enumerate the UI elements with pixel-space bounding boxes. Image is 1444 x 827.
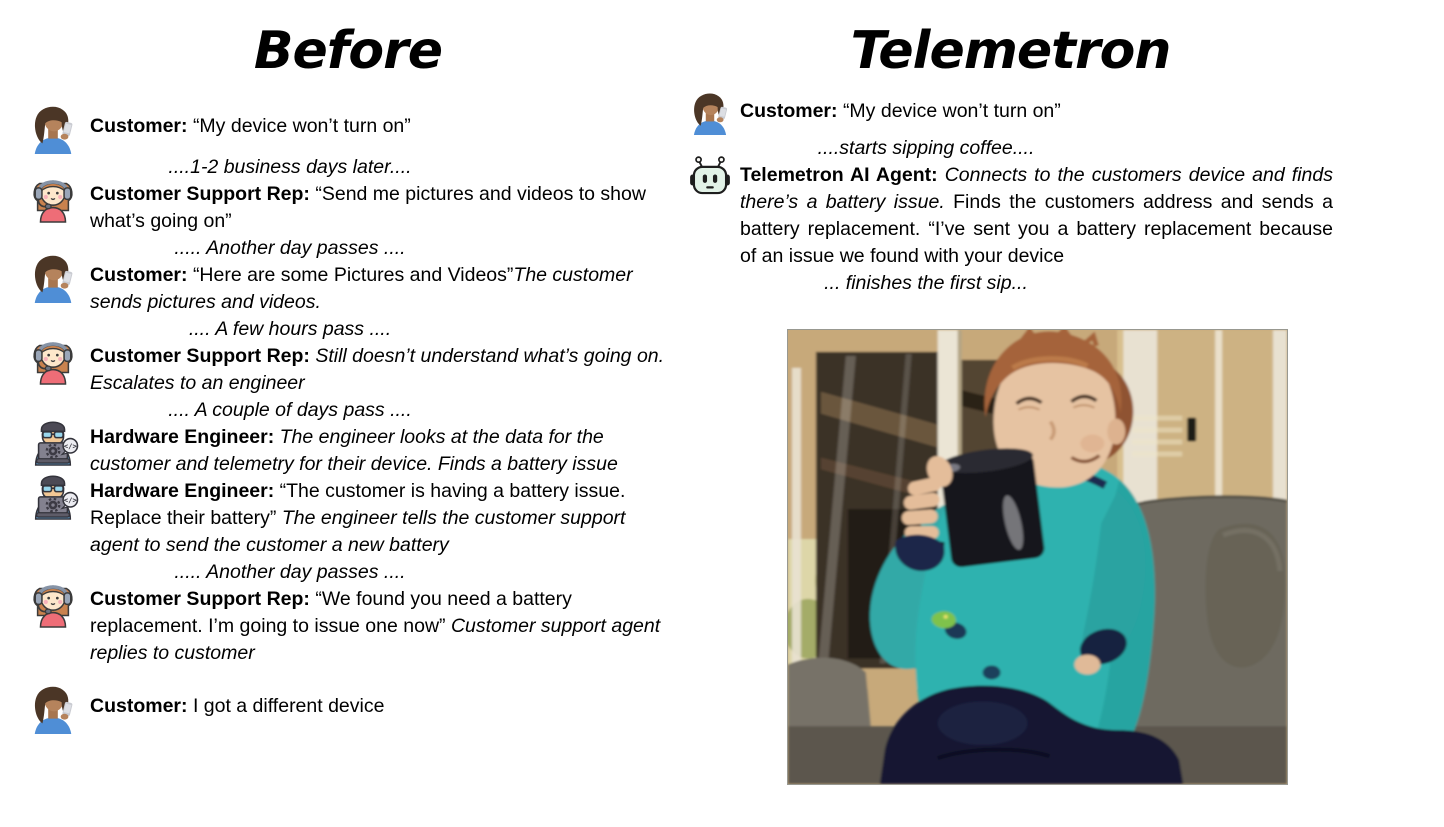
conversation-entry — [28, 586, 668, 667]
speaker-label: Customer Support Rep: — [90, 182, 316, 205]
engineer-at-laptop-icon — [28, 469, 78, 519]
coffee-sip-illustration — [788, 330, 1287, 784]
customer-support-rep-headset-icon — [28, 181, 90, 222]
narration-text: Customer support agent replies to customer — [90, 614, 661, 664]
time-interlude — [688, 270, 1333, 297]
dialogue-text: I got a different device — [192, 694, 385, 717]
time-interlude-text: ..... Another day passes .... — [174, 560, 406, 583]
dialogue-text: “My device won’t turn on” — [192, 114, 411, 137]
woman-customer-with-phone-icon — [28, 262, 90, 303]
telemetron-conversation — [688, 98, 1333, 297]
time-interlude — [28, 559, 668, 586]
conversation-entry — [28, 181, 668, 235]
entry-text — [90, 181, 668, 235]
entry-text — [90, 424, 668, 478]
speaker-label: Customer: — [740, 99, 843, 122]
entry-text — [90, 693, 668, 720]
time-interlude — [28, 154, 668, 181]
dialogue-text: “We found you need a battery replacement. I’m going to issue one now” — [90, 587, 572, 637]
woman-customer-with-phone-icon — [28, 693, 90, 734]
woman-customer-with-phone-icon — [688, 98, 740, 135]
narration-text: The customer sends pictures and videos. — [90, 263, 633, 313]
speaker-label: Customer: — [90, 263, 193, 286]
time-interlude — [28, 397, 668, 424]
conversation-entry — [28, 424, 668, 478]
entry-text — [740, 162, 1333, 270]
conversation-entry — [688, 162, 1333, 270]
conversation-entry — [28, 262, 668, 316]
svg-text:</>: </> — [63, 441, 77, 451]
conversation-entry — [28, 113, 668, 154]
narration-text: The engineer tells the customer support agent to send the customer a new battery — [90, 506, 626, 556]
narration-text: The engineer looks at the data for the customer and telemetry for their device. Finds a battery issue — [90, 425, 618, 475]
speaker-label: Customer: — [90, 114, 193, 137]
coffee-sip-photo — [787, 329, 1288, 785]
speaker-label: Telemetron AI Agent: — [740, 163, 945, 186]
entry-text — [90, 586, 668, 667]
speaker-label: Customer Support Rep: — [90, 587, 316, 610]
entry-text — [90, 478, 668, 559]
woman-with-phone-icon — [28, 253, 78, 303]
speaker-label: Hardware Engineer: — [90, 425, 280, 448]
telemetron-ai-robot-icon — [688, 162, 740, 199]
conversation-entry — [28, 343, 668, 397]
time-interlude-text: .... A few hours pass .... — [188, 317, 392, 340]
svg-text:</>: </> — [63, 495, 77, 505]
woman-with-phone-icon — [28, 684, 78, 734]
engineer-at-laptop-icon — [28, 415, 78, 465]
time-interlude-text: ..... Another day passes .... — [174, 236, 406, 259]
speaker-label: Customer Support Rep: — [90, 344, 316, 367]
narration-text: Still doesn’t understand what’s going on. Escalates to an engineer — [90, 344, 665, 394]
ai-robot-icon — [688, 155, 732, 199]
conversation-entry — [688, 98, 1333, 135]
hardware-engineer-laptop-icon — [28, 478, 90, 519]
before-conversation — [28, 113, 668, 734]
entry-text — [90, 343, 668, 397]
hardware-engineer-laptop-icon — [28, 424, 90, 465]
speaker-label: Customer: — [90, 694, 193, 717]
time-interlude-text: ....starts sipping coffee.... — [817, 136, 1035, 159]
woman-with-phone-icon — [688, 91, 732, 135]
support-rep-headset-icon — [28, 172, 78, 222]
time-interlude-text: ... finishes the first sip... — [824, 271, 1028, 294]
support-rep-headset-icon — [28, 334, 78, 384]
telemetron-column — [688, 18, 1333, 297]
conversation-entry — [28, 478, 668, 559]
speaker-label: Hardware Engineer: — [90, 479, 280, 502]
customer-support-rep-headset-icon — [28, 586, 90, 627]
before-title: Before — [253, 21, 443, 81]
dialogue-text: “My device won’t turn on” — [842, 99, 1061, 122]
entry-text — [740, 98, 1333, 125]
time-interlude — [688, 135, 1333, 162]
dialogue-text: “The customer is having a battery issue. Replace their battery” — [90, 479, 626, 529]
before-column — [28, 18, 668, 734]
customer-support-rep-headset-icon — [28, 343, 90, 384]
woman-customer-with-phone-icon — [28, 113, 90, 154]
dialogue-text: “Here are some Pictures and Videos” — [192, 263, 514, 286]
conversation-entry — [28, 693, 668, 734]
narration-text: Connects to the customers device and finds there’s a battery issue. — [740, 163, 1333, 213]
time-interlude-text: .... A couple of days pass .... — [168, 398, 412, 421]
dialogue-text: Finds the customers address and sends a battery replacement. “I’ve sent you a battery replacement because of an issue we found with your device — [740, 190, 1333, 267]
telemetron-title: Telemetron — [850, 21, 1171, 81]
entry-text — [90, 113, 668, 140]
woman-with-phone-icon — [28, 104, 78, 154]
support-rep-headset-icon — [28, 577, 78, 627]
time-interlude — [28, 316, 668, 343]
time-interlude — [28, 235, 668, 262]
time-interlude-text: ....1-2 business days later.... — [168, 155, 412, 178]
entry-text — [90, 262, 668, 316]
dialogue-text: “Send me pictures and videos to show what’s going on” — [90, 182, 646, 232]
